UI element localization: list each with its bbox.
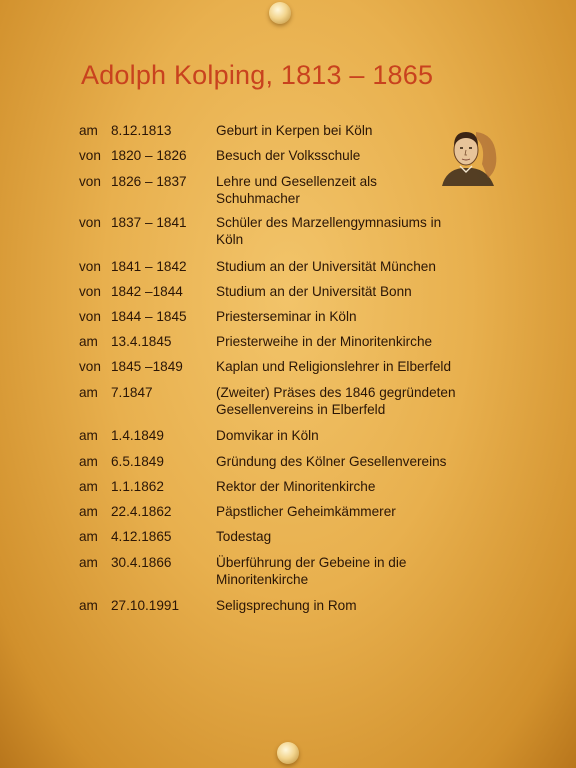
entry-event: Priesterseminar in Köln [216,309,357,324]
entry-prefix: von [79,259,101,274]
entry-prefix: am [79,428,98,443]
entry-event: Studium an der Universität München [216,259,436,274]
entry-event: Todestag [216,529,272,544]
entry-event: Kaplan und Religionslehrer in Elberfeld [216,359,452,374]
entry-event: Seligsprechung in Rom [216,598,357,613]
entry-date: 6.5.1849 [111,454,164,469]
entry-date: 7.1847 [111,385,153,400]
entry-date: 27.10.1991 [111,598,180,613]
entry-date: 1844 – 1845 [111,309,187,324]
entry-event: Besuch der Volksschule [216,148,361,163]
entry-date: 4.12.1865 [111,529,172,544]
entry-event: Rektor der Minoritenkirche [216,479,376,494]
entry-event: Priesterweihe in der Minoritenkirche [216,334,433,349]
entry-prefix: am [79,334,98,349]
entry-prefix: am [79,454,98,469]
entry-prefix: am [79,123,98,138]
entry-prefix: am [79,598,98,613]
entry-prefix: von [79,148,101,163]
mounting-pin-bottom [277,742,299,764]
plaque-title: Adolph Kolping, 1813 – 1865 [81,60,434,90]
entry-prefix: von [79,284,101,299]
entry-date: 1.4.1849 [111,428,164,443]
entry-event: Päpstlicher Geheimkämmerer [216,504,396,519]
entry-date: 1837 – 1841 [111,215,187,230]
entry-event: Geburt in Kerpen bei Köln [216,123,373,138]
entry-prefix: am [79,385,98,400]
entry-prefix: am [79,555,98,570]
entry-event: Gründung des Kölner Gesellenvereins [216,454,447,469]
entry-event: Studium an der Universität Bonn [216,284,412,299]
entry-date: 1820 – 1826 [111,148,187,163]
entry-prefix: von [79,174,101,189]
entry-prefix: von [79,309,101,324]
entry-event: Überführung der Gebeine in die Minoritenkirche [216,555,407,587]
entry-prefix: am [79,529,98,544]
entry-prefix: von [79,215,101,230]
entry-date: 1.1.1862 [111,479,164,494]
entry-date: 1826 – 1837 [111,174,187,189]
entry-prefix: am [79,479,98,494]
entry-event: (Zweiter) Präses des 1846 gegründeten Gesellenvereins in Elberfeld [216,385,456,417]
entry-prefix: von [79,359,101,374]
entry-event: Lehre und Gesellenzeit als Schuhmacher [216,174,377,206]
entry-prefix: am [79,504,98,519]
entry-date: 8.12.1813 [111,123,172,138]
entry-date: 1842 –1844 [111,284,183,299]
entry-date: 30.4.1866 [111,555,172,570]
entry-date: 13.4.1845 [111,334,172,349]
entry-date: 1841 – 1842 [111,259,187,274]
entry-event: Domvikar in Köln [216,428,319,443]
entry-date: 1845 –1849 [111,359,183,374]
entry-event: Schüler des Marzellengymnasiums in Köln [216,215,442,247]
mounting-pin-top [269,2,291,24]
entry-date: 22.4.1862 [111,504,172,519]
